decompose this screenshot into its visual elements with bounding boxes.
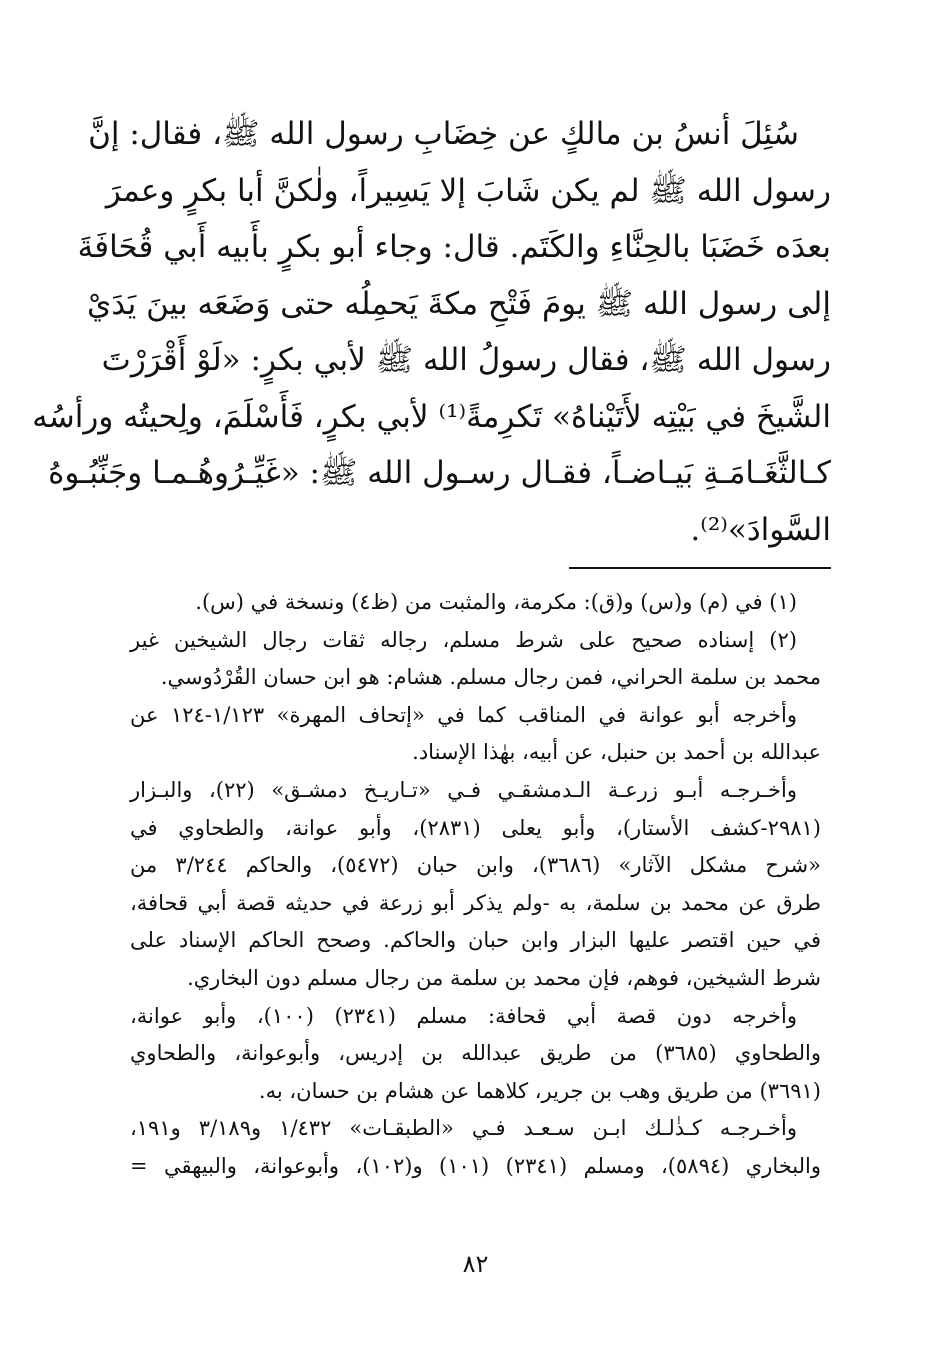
footnote-line: وأخرجه أبو عوانة في المناقب كما في «إتحاف المهرة» ١/١٢٣-١٢٤ عن [130,702,797,727]
page-number: ٨٢ [462,1250,489,1278]
footnotes-block [130,584,821,1186]
main-text-line: الشَّيخَ في بَيْتِه لأَتَيْناهُ» تَكرِمةً⁽¹⁾ لأبي بكرٍ، فَأَسْلَمَ، ولِحيتُه ورأسُه [32,398,831,435]
footnote-line: طرق عن محمد بن سلمة، به -ولم يذكر أبو زرعة في حديثه قصة أبي قحافة، [130,890,821,915]
main-text-line: سُئِلَ أنسُ بن مالكٍ عن خِضَابِ رسول الله ﷺ، فقال: إنَّ [88,116,799,152]
footnote-line: محمد بن سلمة الحراني، فمن رجال مسلم. هشام: هو ابن حسان القُرْدُوسي. [160,665,821,690]
footnote-separator [569,567,831,569]
footnote-line: «شرح مشكل الآثار» (٣٦٨٦)، وابن حبان (٥٤٧٢)، والحاكم ٣/٢٤٤ من [130,853,821,878]
footnote-line: وأخرجه دون قصة أبي قحافة: مسلم (٢٣٤١) (١٠٠)، وأبو عوانة، [130,1003,797,1028]
footnote-line: عبدالله بن أحمد بن حنبل، عن أبيه، بهٰذا الإسناد. [412,740,821,765]
main-text-block [32,106,831,558]
footnote-line: وأخـرجـه كـذٰلـك ابـن سـعـد فـي «الطبقـات» ١/٤٣٢ و٣/١٨٩ و١٩١، [130,1116,797,1141]
footnote-line: وأخـرجـه أبـو زرعـة الـدمشقـي فـي «تـاريـخ دمشـق» (٢٢)، والبـزار [130,777,797,802]
footnote-line: (٢٩٨١-كشف الأستار)، وأبو يعلى (٢٨٣١)، وأبو عوانة، والطحاوي في [130,815,821,840]
footnote-line: (٣٦٩١) من طريق وهب بن جرير، كلاهما عن هشام بن حسان، به. [258,1078,821,1103]
main-text-line: رسول الله ﷺ، فقال رسولُ الله ﷺ لأبي بكرٍ: «لَوْ أَقْرَرْتَ [101,342,831,378]
footnote-line: (٢) إسناده صحيح على شرط مسلم، رجاله ثقات رجال الشيخين غير [130,627,797,652]
footnote-line: في حين اقتصر عليها البزار وابن حبان والحاكم. وصحح الحاكم الإسناد على [130,928,821,953]
footnote-line: والطحاوي (٣٦٨٥) من طريق عبدالله بن إدريس، وأبوعوانة، والطحاوي [130,1041,821,1066]
main-text-line: رسول الله ﷺ لم يكن شَابَ إلا يَسِيراً، ولٰكنَّ أبا بكرٍ وعمرَ [105,172,831,209]
main-text-line: السَّوادَ»⁽²⁾. [690,511,831,548]
main-text-line: كـالثَّغَـامَـةِ بَيـاضـاً، فقـال رسـول الله ﷺ: «غَيِّـرُوهُـمـا وجَنِّبُـوهُ [48,455,831,491]
footnote-line: والبخاري (٥٨٩٤)، ومسلم (٢٣٤١) (١٠١) و(١٠٢)، وأبوعوانة، والبيهقي = [130,1153,821,1178]
footnote-line: شرط الشيخين، فوهم، فإن محمد بن سلمة من رجال مسلم دون البخاري. [187,965,821,990]
main-text-line: إلى رسول الله ﷺ يومَ فَتْحِ مكةَ يَحمِلُه حتى وَضَعَه بينَ يَدَيْ [87,285,831,322]
footnote-line: (١) في (م) و(س) و(ق): مكرمة، والمثبت من (ظ٤) ونسخة في (س). [195,590,797,614]
main-text-line: بعدَه خَضَبَا بالحِنَّاءِ والكَتَم. قال: وجاء أبو بكرٍ بأَبيه أَبي قُحَافَةَ [77,229,831,265]
